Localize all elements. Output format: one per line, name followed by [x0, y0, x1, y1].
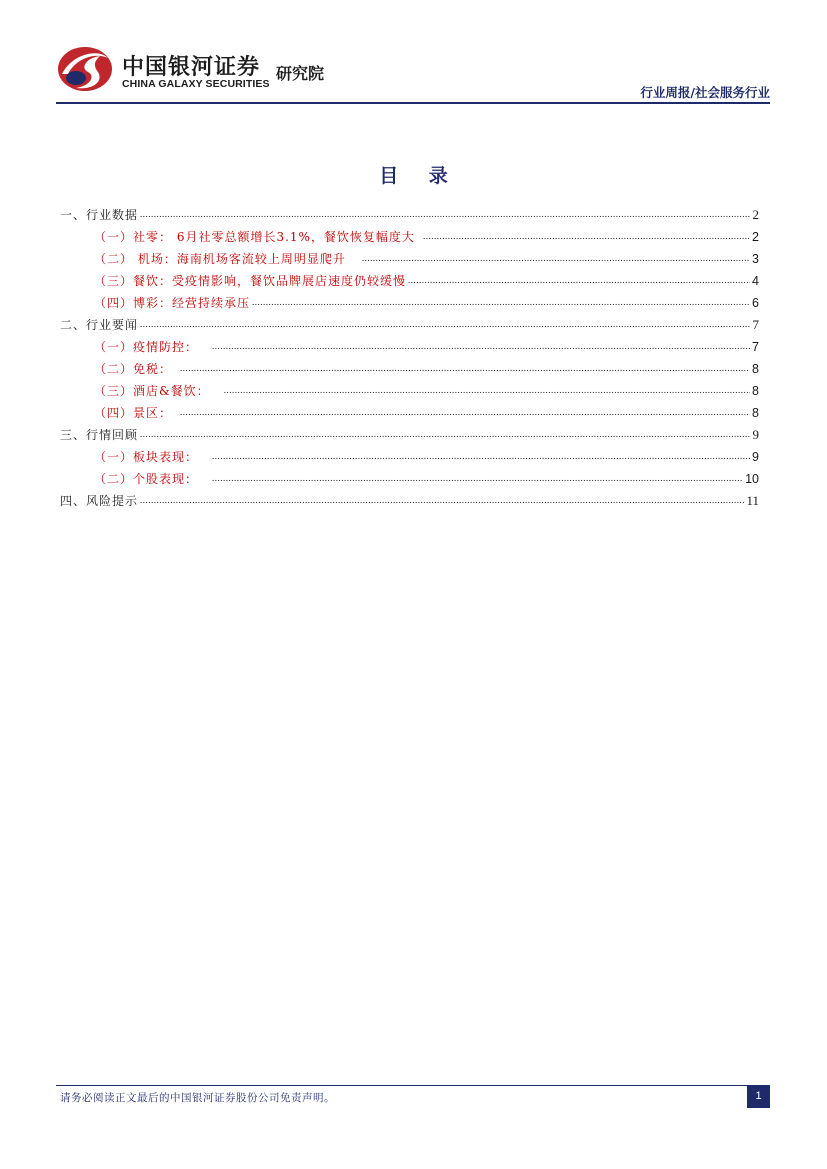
- toc-entry-page: 2: [752, 230, 759, 244]
- toc-entry[interactable]: [60, 266, 759, 288]
- page-header: [0, 0, 827, 110]
- toc-entry-page: 7: [752, 340, 759, 354]
- toc-leader: [180, 361, 750, 375]
- toc-leader: [252, 295, 750, 309]
- toc-entry-page: 9: [752, 427, 759, 442]
- brand-name-cn: 中国银河证券: [122, 55, 261, 80]
- toc-entry-page: 8: [752, 384, 759, 398]
- toc-leader: [212, 449, 750, 463]
- toc-entry-page: 3: [752, 252, 759, 266]
- toc-entry-label: （二） 机场：海南机场客流较上周明显爬升: [94, 252, 346, 266]
- toc-entry-label: （一）板块表现：: [94, 450, 199, 464]
- toc-leader: [140, 427, 750, 441]
- toc-leader: [224, 383, 750, 397]
- toc-entry[interactable]: [60, 288, 759, 310]
- toc-entry-page: 8: [752, 362, 759, 376]
- footer-disclaimer: 请务必阅读正文最后的中国银河证券股份公司免责声明。: [60, 1092, 335, 1104]
- table-of-contents: [60, 200, 759, 508]
- toc-leader: [408, 273, 750, 287]
- brand-institute: 研究院: [276, 64, 325, 83]
- toc-entry[interactable]: [60, 354, 759, 376]
- toc-leader: [180, 405, 750, 419]
- toc-leader: [423, 229, 750, 243]
- toc-entry-page: 7: [752, 317, 759, 332]
- toc-entry-label: （四）景区：: [94, 406, 173, 420]
- toc-entry-label: 二、行业要闻: [60, 318, 139, 332]
- toc-entry[interactable]: [60, 200, 759, 222]
- toc-leader: [140, 317, 750, 331]
- toc-entry-label: 一、行业数据: [60, 208, 139, 222]
- toc-entry-label: （三）餐饮：受疫情影响，餐饮品牌展店速度仍较缓慢: [94, 274, 407, 288]
- toc-entry[interactable]: [60, 332, 759, 354]
- toc-entry-label: （四）博彩：经营持续承压: [94, 296, 251, 310]
- toc-entry[interactable]: [60, 486, 759, 508]
- toc-leader: [140, 207, 750, 221]
- toc-leader: [212, 339, 750, 353]
- toc-entry-page: 8: [752, 406, 759, 420]
- toc-entry[interactable]: [60, 222, 759, 244]
- toc-entry-label: （三）酒店&餐饮：: [94, 384, 210, 398]
- toc-entry[interactable]: [60, 398, 759, 420]
- toc-leader: [212, 471, 743, 485]
- toc-entry-page: 4: [752, 274, 759, 288]
- toc-entry[interactable]: [60, 442, 759, 464]
- report-type: 行业周报/社会服务行业: [640, 85, 770, 100]
- galaxy-logo-icon: [56, 44, 114, 94]
- toc-leader: [362, 251, 750, 265]
- toc-entry-page: 2: [752, 207, 759, 222]
- toc-entry[interactable]: [60, 310, 759, 332]
- toc-entry[interactable]: [60, 376, 759, 398]
- brand-name-en: CHINA GALAXY SECURITIES: [122, 78, 270, 90]
- toc-entry-label: （二）免税：: [94, 362, 173, 376]
- page-number: 1: [747, 1085, 770, 1108]
- toc-entry-label: （一）疫情防控：: [94, 340, 199, 354]
- toc-leader: [140, 493, 744, 507]
- header-divider: [56, 102, 770, 104]
- toc-entry[interactable]: [60, 464, 759, 486]
- toc-entry[interactable]: [60, 244, 759, 266]
- toc-entry-label: （二）个股表现：: [94, 472, 199, 486]
- toc-entry[interactable]: [60, 420, 759, 442]
- toc-entry-page: 11: [746, 493, 759, 508]
- toc-entry-label: （一）社零： 6月社零总额增长3.1%，餐饮恢复幅度大: [94, 230, 415, 244]
- toc-entry-page: 9: [752, 450, 759, 464]
- toc-title: 目 录: [379, 165, 460, 187]
- toc-entry-page: 10: [745, 472, 759, 486]
- toc-entry-label: 四、风险提示: [60, 494, 139, 508]
- toc-entry-label: 三、行情回顾: [60, 428, 139, 442]
- toc-entry-page: 6: [752, 296, 759, 310]
- footer-divider: [56, 1085, 770, 1086]
